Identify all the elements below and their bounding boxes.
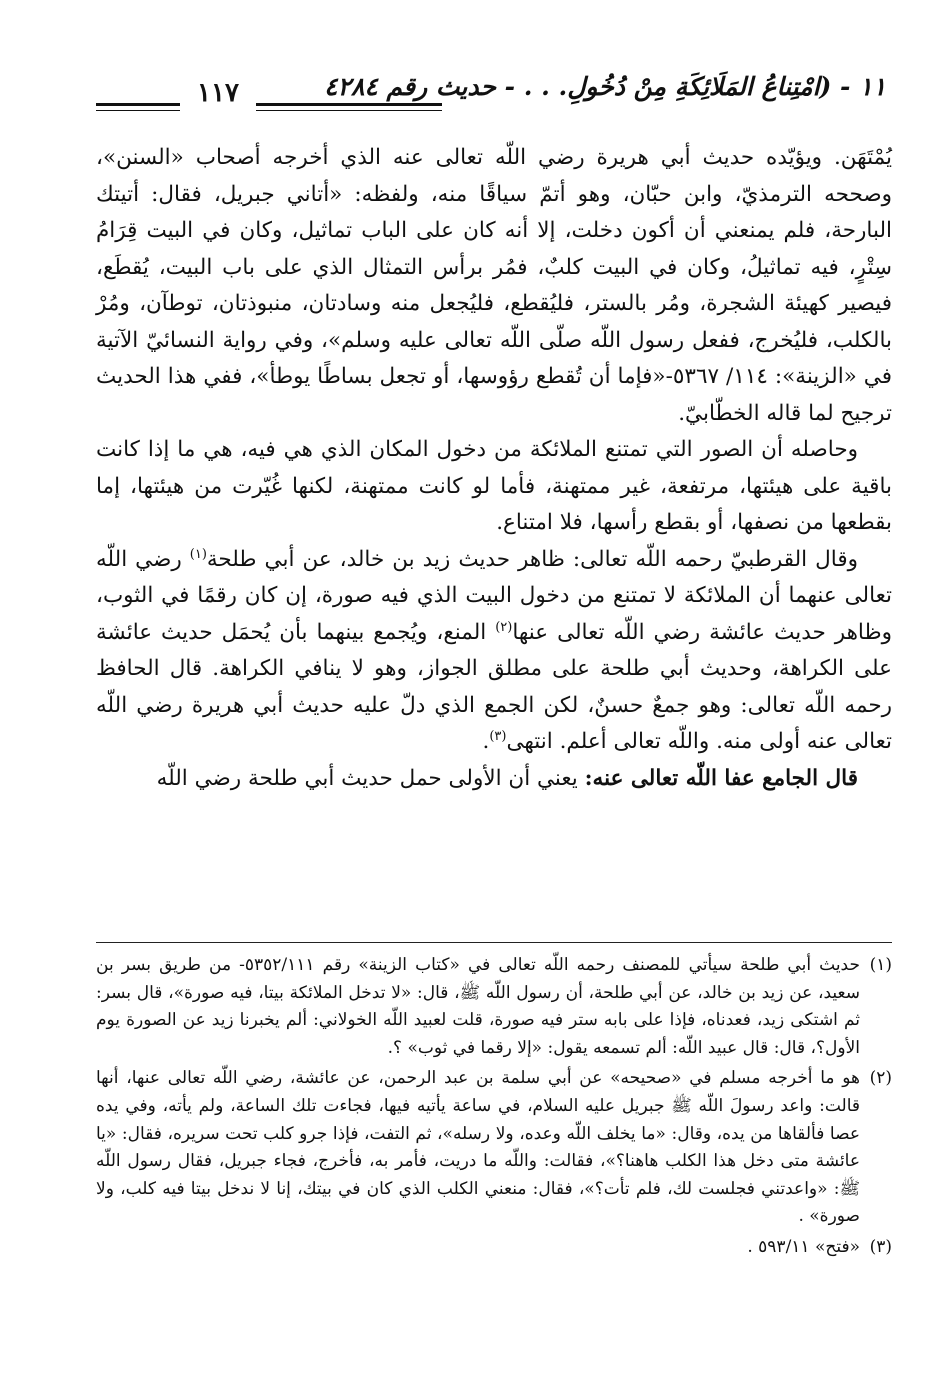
footnote-ref-2[interactable]: (٢): [495, 619, 513, 635]
compiler-lead: قال الجامع عفا اللّه تعالى عنه:: [584, 765, 858, 791]
footnote-ref-3[interactable]: (٣): [489, 728, 507, 744]
footnote-divider: [96, 942, 892, 943]
footnote-text: هو ما أخرجه مسلم في «صحيحه» عن أبي سلمة بن عبد الرحمن، عن عائشة، رضي اللّه تعالى عنها، أنها قالت: واعد رسولَ اللّه ﷺ جبريل عليه السلام، في ساعة يأتيه فيها، فجاءت تلك الساعة، ولم يأته، وفي يده عصا فألقاها من يده، وقال: «ما يخلف اللّه وعده، ولا رسله»، ثم التفت، فإذا جرو كلب تحت سريره، فقال: «يا عائشة متى دخل هذا الكلب هاهنا؟»، فقالت: واللّه ما دريت، فأمر به، فأخرج، فجاء جبريل، فقال رسول اللّه ﷺ: «واعدتني فجلست لك، فلم تأت؟»، فقال: منعني الكلب الذي كان في بيتك، إنا لا ندخل بيتا فيه كلب، ولا صورة» .: [96, 1068, 860, 1227]
paragraph-2: وحاصله أن الصور التي تمتنع الملائكة من دخول المكان الذي هي فيه، هي ما إذا كانت باقية على هيئتها، مرتفعة، غير ممتهنة، فأما لو كانت ممتهنة، لكنها غُيّرت من هيئتها، إما بقطعها من نصفها، أو بقطع رأسها، فلا امتناع.: [96, 437, 892, 535]
paragraph-3-part-3: المنع، ويُجمع بينهما بأن يُحمَل حديث عائشة على الكراهة، وحديث أبي طلحة على مطلق الجواز، وهو لا ينافي الكراهة. قال الحافظ رحمه اللّه تعالى: وهو جمعٌ حسنٌ، لكن الجمع الذي دلّ عليه حديث أبي هريرة رضي اللّه تعالى عنه أولى منه. واللّه تعالى أعلم. انتهى: [96, 619, 892, 754]
paragraph-3-part-4: .: [482, 729, 490, 754]
footnote-text: «فتح» ٥٩٣/١١ .: [747, 1236, 860, 1257]
header-rule: [256, 103, 442, 106]
footnote-3: [96, 1234, 892, 1262]
footnote-ref-1[interactable]: (١): [189, 546, 207, 562]
footnotes: [96, 952, 892, 1265]
footnote-1: [96, 952, 892, 1062]
page-number-rule: [96, 103, 180, 106]
paragraph-3-part-1: وقال القرطبيّ رحمه اللّه تعالى: ظاهر حديث زيد بن خالد، عن أبي طلحة: [206, 546, 858, 572]
running-header: [96, 70, 886, 118]
paragraph-1: يُمْتَهَن. ويؤيّده حديث أبي هريرة رضي اللّه تعالى عنه الذي أخرجه أصحاب «السنن»، وصححه الترمذيّ، وابن حبّان، وهو أتمّ سياقًا منه، ولفظه: «أتاني جبريل، فقال: أتيتك البارحة، فلم يمنعني أن أكون دخلت، إلا أنه كان على الباب تماثيل، وكان في البيت قِرَامُ سِتْرٍ، فيه تماثيلُ، وكان في البيت كلبٌ، فمُر برأس التمثال الذي على باب البيت، يُقطَع، فيصير كهيئة الشجرة، ومُر بالستر، فليُقطع، فليُجعل منه وسادتان، منبوذتان، توطآن، ومُرْ بالكلب، فليُخرج، ففعل رسول اللّه صلّى اللّه تعالى عليه وسلم»، وفي رواية النسائيّ الآتية في «الزينة»: ١١٤/ ٥٣٦٧-«فإما أن تُقطع رؤوسها، أو تجعل بساطًا يوطأ»، ففي هذا الحديث ترجيح لما قاله الخطّابيّ.: [96, 145, 892, 426]
paragraph-3: [96, 542, 892, 761]
page-number: ١١٧: [197, 78, 239, 108]
footnote-number: (١): [869, 955, 892, 975]
footnote-number: (٢): [869, 1068, 892, 1089]
footnote-text: حديث أبي طلحة سيأتي للمصنف رحمه اللّه تعالى في «كتاب الزينة» رقم ٥٣٥٢/١١١- من طريق بسر بن سعيد، عن زيد بن خالد، عن أبي طلحة، أن رسول اللّه ﷺ، قال: «لا تدخل الملائكة بيتا، فيه صورة»، قال بسر: ثم اشتكى زيد، فعدناه، فإذا على بابه ستر فيه صورة، قلت لعبيد اللّه الخولاني: ألم يخبرنا زيد عن الصورة يوم الأول؟، قال: قال عبيد اللّه: ألم تسمعه يقول: «إلا رقما في ثوب» ؟.: [96, 955, 860, 1058]
paragraph-4: [96, 761, 892, 798]
paragraph-3-part-2: رضي اللّه تعالى عنهما أن الملائكة لا تمتنع من دخول البيت الذي فيه صورة، إن كان رقمًا في الثوب، وظاهر حديث عائشة رضي اللّه تعالى عنها: [96, 546, 892, 645]
header-title: ١١ - (امْتِناعُ المَلَائِكَةِ مِنْ دُخُولِ. . . - حديث رقم ٤٢٨٤: [324, 72, 886, 101]
paragraph-4-text: يعني أن الأولى حمل حديث أبي طلحة رضي اللّه: [156, 765, 585, 791]
footnote-number: (٣): [869, 1236, 892, 1257]
main-text: [96, 140, 892, 797]
footnote-2: [96, 1065, 892, 1231]
